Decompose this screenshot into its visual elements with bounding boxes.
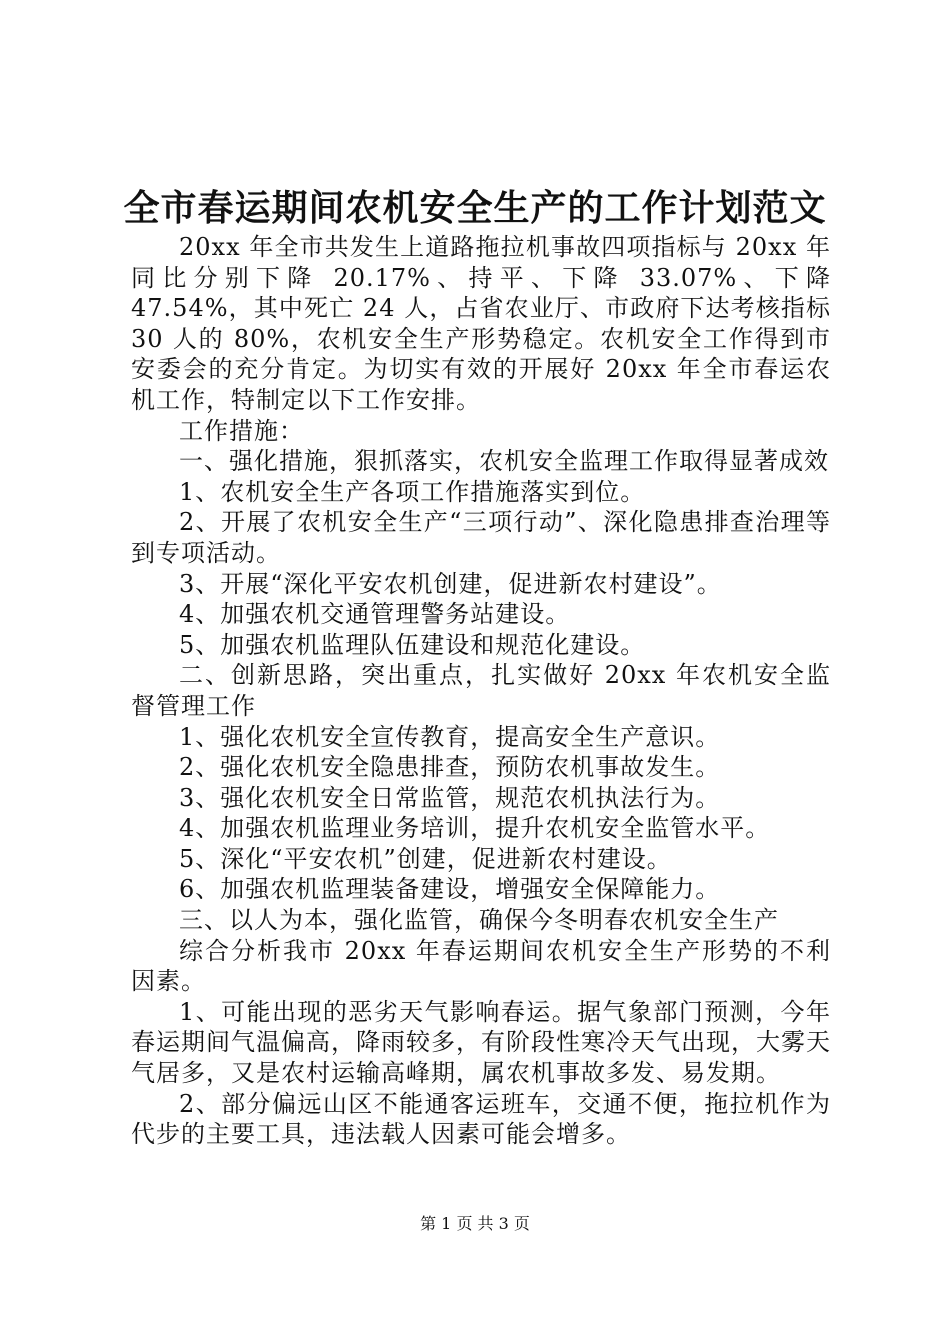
paragraph: 20xx 年全市共发生上道路拖拉机事故四项指标与 20xx 年同比分别下降 20.17%、持平、下降 33.07%、下降 47.54%，其中死亡 24 人，占省农业厅、市政府下达考核指标 30 人的 80%，农机安全生产形势稳定。农机安全工作得到市安委会的充分肯定。为切实有效的开展好 20xx 年全市春运农机工作，特制定以下工作安排。	[131, 233, 831, 414]
list-item: 6、加强农机监理装备建设，增强安全保障能力。	[179, 875, 721, 904]
list-item: 3、强化农机安全日常监管，规范农机执法行为。	[179, 783, 721, 812]
list-item: 4、加强农机监理业务培训，提升农机安全监管水平。	[179, 814, 771, 843]
list-item: 2、部分偏远山区不能通客运班车，交通不便，拖拉机作为代步的主要工具，违法载人因素可能会增多。	[131, 1089, 831, 1149]
list-item: 1、强化农机安全宣传教育，提高安全生产意识。	[179, 722, 721, 751]
document-body	[131, 232, 831, 1150]
section-heading: 一、强化措施，狠抓落实，农机安全监理工作取得显著成效	[179, 447, 829, 476]
list-item: 1、可能出现的恶劣天气影响春运。据气象部门预测，今年春运期间气温偏高，降雨较多，有阶段性寒冷天气出现，大雾天气居多，又是农村运输高峰期，属农机事故多发、易发期。	[131, 997, 831, 1088]
list-item: 5、深化“平安农机”创建，促进新农村建设。	[179, 844, 672, 873]
list-item: 2、开展了农机安全生产“三项行动”、深化隐患排查治理等到专项活动。	[131, 508, 831, 567]
list-item: 4、加强农机交通管理警务站建设。	[179, 600, 571, 629]
list-item: 1、农机安全生产各项工作措施落实到位。	[179, 477, 646, 506]
section-heading: 三、以人为本，强化监管，确保今冬明春农机安全生产	[179, 906, 779, 935]
paragraph: 综合分析我市 20xx 年春运期间农机安全生产形势的不利因素。	[131, 936, 831, 996]
paragraph: 工作措施：	[179, 416, 304, 445]
section-heading: 二、创新思路，突出重点，扎实做好 20xx 年农机安全监督管理工作	[131, 661, 831, 720]
list-item: 3、开展“深化平安农机创建，促进新农村建设”。	[179, 569, 722, 598]
list-item: 5、加强农机监理队伍建设和规范化建设。	[179, 630, 646, 659]
document-title: 全市春运期间农机安全生产的工作计划范文	[123, 187, 827, 229]
list-item: 2、强化农机安全隐患排查，预防农机事故发生。	[179, 753, 721, 782]
page-footer: 第 1 页 共 3 页	[420, 1214, 530, 1233]
